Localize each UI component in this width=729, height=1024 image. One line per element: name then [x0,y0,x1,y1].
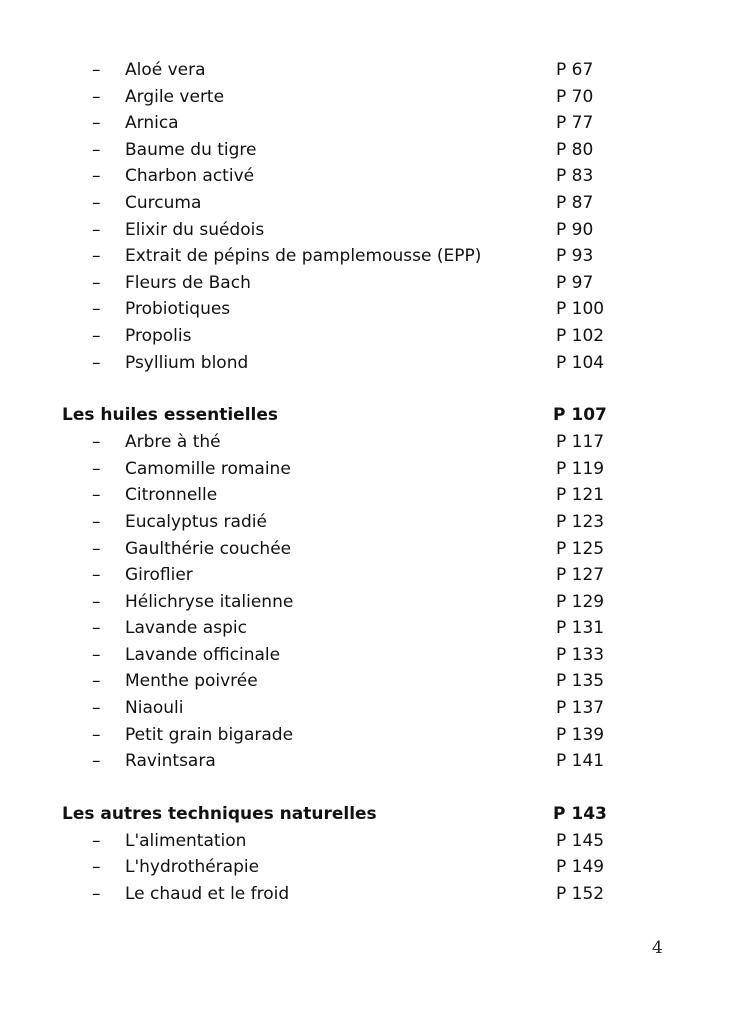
entry-label: Propolis [125,325,192,346]
entry-label: L'hydrothérapie [125,857,260,878]
entry-page: P 67 [556,60,594,80]
entry-label: Probiotiques [125,299,231,320]
entry-page: P 87 [556,192,594,213]
entry-page: P 93 [556,246,594,267]
toc-entry [0,668,729,695]
entry-label: Le chaud et le froid [125,884,290,905]
entry-page: P 123 [556,511,605,532]
section-heading [0,801,729,828]
entry-page: P 121 [556,485,605,506]
bullet-dash: – [92,432,101,453]
entry-label: Camomille romaine [125,458,291,479]
bullet-dash: – [92,565,101,586]
bullet-dash: – [92,538,101,559]
entry-label: Aloé vera [125,60,206,80]
bullet-dash: – [92,485,101,506]
entry-page: P 83 [556,166,594,187]
entry-page: P 135 [556,671,605,692]
bullet-dash: – [92,139,101,160]
entry-page: P 97 [556,272,594,293]
entry-label: Lavande aspic [125,618,247,639]
bullet-dash: – [92,618,101,639]
toc-entry [0,509,729,536]
bullet-dash: – [92,698,101,719]
toc-entry [0,57,729,84]
entry-label: Giroflier [125,565,193,586]
bullet-dash: – [92,86,101,107]
entry-page: P 77 [556,113,594,134]
bullet-dash: – [92,166,101,187]
bullet-dash: – [92,352,101,373]
entry-page: P 102 [556,325,605,346]
section-page: P 107 [553,405,607,426]
table-of-contents [0,57,729,908]
entry-label: Menthe poivrée [125,671,258,692]
toc-entry [0,270,729,297]
entry-label: Psyllium blond [125,352,249,373]
bullet-dash: – [92,325,101,346]
bullet-dash: – [92,644,101,665]
entry-label: Argile verte [125,86,225,107]
toc-entry [0,323,729,350]
bullet-dash: – [92,272,101,293]
section-heading [0,402,729,429]
toc-entry [0,854,729,881]
page-number: 4 [652,938,663,958]
toc-entry [0,615,729,642]
entry-page: P 152 [556,884,605,905]
toc-entry [0,296,729,323]
entry-page: P 117 [556,432,605,453]
toc-entry [0,695,729,722]
toc-entry [0,163,729,190]
toc-entry [0,350,729,377]
bullet-dash: – [92,857,101,878]
entry-label: Elixir du suédois [125,219,265,240]
section-page: P 143 [553,803,607,824]
toc-entry [0,642,729,669]
entry-page: P 137 [556,698,605,719]
entry-label: Hélichryse italienne [125,591,294,612]
bullet-dash: – [92,671,101,692]
entry-label: Fleurs de Bach [125,272,251,293]
entry-label: Curcuma [125,192,202,213]
toc-entry [0,562,729,589]
entry-page: P 80 [556,139,594,160]
toc-entry [0,84,729,111]
entry-label: Ravintsara [125,751,216,772]
entry-label: Arnica [125,113,179,134]
entry-page: P 129 [556,591,605,612]
bullet-dash: – [92,192,101,213]
bullet-dash: – [92,830,101,851]
entry-label: Petit grain bigarade [125,724,294,745]
toc-entry [0,536,729,563]
entry-page: P 125 [556,538,605,559]
toc-entry [0,190,729,217]
toc-entry [0,217,729,244]
bullet-dash: – [92,511,101,532]
entry-label: Extrait de pépins de pamplemousse (EPP) [125,246,482,267]
toc-entry [0,482,729,509]
toc-entry [0,828,729,855]
bullet-dash: – [92,246,101,267]
entry-page: P 104 [556,352,605,373]
toc-entry [0,456,729,483]
entry-label: Niaouli [125,698,184,719]
entry-label: Eucalyptus radié [125,511,267,532]
toc-entry [0,243,729,270]
toc-entry [0,748,729,775]
entry-label: Arbre à thé [125,432,221,453]
toc-entry [0,429,729,456]
bullet-dash: – [92,60,101,80]
section-title: Les autres techniques naturelles [62,803,377,824]
entry-label: L'alimentation [125,830,247,851]
bullet-dash: – [92,113,101,134]
entry-label: Charbon activé [125,166,255,187]
entry-label: Citronnelle [125,485,218,506]
bullet-dash: – [92,724,101,745]
entry-page: P 90 [556,219,594,240]
bullet-dash: – [92,751,101,772]
entry-page: P 127 [556,565,605,586]
entry-page: P 145 [556,830,605,851]
section-title: Les huiles essentielles [62,405,279,426]
toc-entry [0,137,729,164]
bullet-dash: – [92,884,101,905]
entry-page: P 70 [556,86,594,107]
entry-page: P 133 [556,644,605,665]
bullet-dash: – [92,299,101,320]
bullet-dash: – [92,458,101,479]
bullet-dash: – [92,219,101,240]
toc-entry [0,881,729,908]
entry-page: P 119 [556,458,605,479]
toc-entry [0,722,729,749]
entry-label: Baume du tigre [125,139,257,160]
entry-label: Gaulthérie couchée [125,538,292,559]
entry-page: P 100 [556,299,605,320]
entry-page: P 149 [556,857,605,878]
toc-entry [0,589,729,616]
entry-page: P 139 [556,724,605,745]
toc-entry [0,110,729,137]
entry-page: P 131 [556,618,605,639]
entry-page: P 141 [556,751,605,772]
entry-label: Lavande officinale [125,644,281,665]
bullet-dash: – [92,591,101,612]
